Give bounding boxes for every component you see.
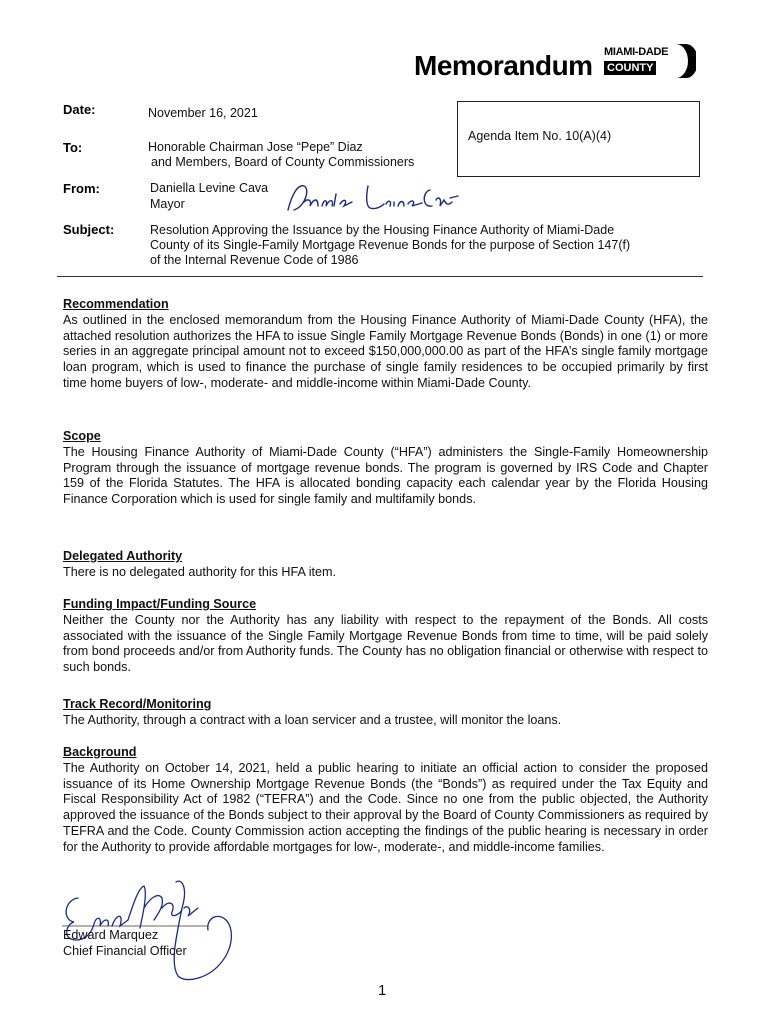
to-line-1: Honorable Chairman Jose “Pepe” Diaz (148, 140, 363, 154)
miami-dade-logo (604, 44, 694, 80)
subject-line-2: County of its Single-Family Mortgage Revenue Bonds for the purpose of Section 147(f) (150, 238, 631, 252)
date-value: November 16, 2021 (148, 106, 258, 120)
from-line-2: Mayor (150, 197, 185, 211)
mayor-signature (282, 176, 462, 218)
section-background (63, 745, 708, 856)
from-label: From: (63, 181, 100, 196)
agenda-item-number: Agenda Item No. 10(A)(4) (468, 129, 612, 143)
recommendation-heading: Recommendation (63, 297, 169, 311)
subject-label: Subject: (63, 222, 115, 237)
track-heading: Track Record/Monitoring (63, 697, 212, 711)
logo-top-text: MIAMI-DADE (604, 46, 669, 58)
logo-swoosh-icon (668, 44, 696, 78)
section-recommendation (63, 297, 708, 392)
cfo-signature (58, 868, 243, 986)
delegated-body: There is no delegated authority for this HFA item. (63, 564, 337, 579)
section-delegated-authority (63, 549, 708, 581)
background-body: The Authority on October 14, 2021, held a public hearing to initiate an official action to consider the proposed issuance of its Home Ownership Mortgage Revenue Bonds (the “Bonds”) as required under the Tax Equity and Fiscal Responsibility Act of 1982 (“TEFRA”) and the Code. Since no one from the public objected, the Authority approved the issuance of the Bonds subject to their approval by the Board of County Commissioners as required by TEFRA and the Code. County Commission action accepting the findings of the public hearing is necessary in order for the Authority to provide affordable mortgages for low-, moderate-, and middle-income families. (63, 760, 708, 854)
section-track-record (63, 697, 708, 729)
page-number: 1 (378, 982, 387, 999)
to-line-2: and Members, Board of County Commissioners (151, 155, 415, 169)
signer-title: Chief Financial Officer (63, 943, 187, 958)
signer-name: Edward Marquez (63, 928, 159, 942)
funding-heading: Funding Impact/Funding Source (63, 597, 257, 611)
background-heading: Background (63, 745, 137, 759)
date-label: Date: (63, 102, 96, 117)
scope-body: The Housing Finance Authority of Miami-Dade County (“HFA”) administers the Single-Family Homeownership Program through the issuance of mortgage revenue bonds. The program is governed by IRS Code and Chapter 159 of the Florida Statutes. The HFA is allocated bonding capacity each calendar year by the Florida Housing Finance Corporation which is used for single family and multifamily bonds. (63, 444, 708, 507)
subject-line-3: of the Internal Revenue Code of 1986 (150, 253, 359, 267)
funding-body: Neither the County nor the Authority has any liability with respect to the repayment of the Bonds. All costs associated with the issuance of the Single Family Mortgage Revenue Bonds from time to time, will be paid solely from bond proceeds and/or from Authority funds. The County has no obligation financial or otherwise with respect to such bonds. (63, 612, 708, 675)
recommendation-body: As outlined in the enclosed memorandum from the Housing Finance Authority of Miami-Dade County (HFA), the attached resolution authorizes the HFA to issue Single Family Mortgage Revenue Bonds (Bonds) in one (1) or more series in an aggregate principal amount not to exceed $150,000,000.00 as part of the HFA’s single family mortgage loan program, which is used to finance the purchase of single family residences to be occupied primarily by first time home buyers of low-, moderate- and middle-income within Miami-Dade County. (63, 312, 708, 390)
scope-heading: Scope (63, 429, 101, 443)
logo-bottom-text: COUNTY (604, 61, 656, 75)
section-scope (63, 429, 708, 508)
from-line-1: Daniella Levine Cava (150, 181, 269, 195)
track-body: The Authority, through a contract with a loan servicer and a trustee, will monitor the loans. (63, 712, 562, 727)
header-divider (57, 276, 703, 277)
memo-title: Memorandum (414, 50, 593, 81)
section-funding (63, 597, 708, 676)
to-label: To: (63, 140, 83, 155)
signature-block (63, 928, 187, 960)
delegated-heading: Delegated Authority (63, 549, 183, 563)
subject-line-1: Resolution Approving the Issuance by the Housing Finance Authority of Miami-Dade (150, 223, 615, 237)
